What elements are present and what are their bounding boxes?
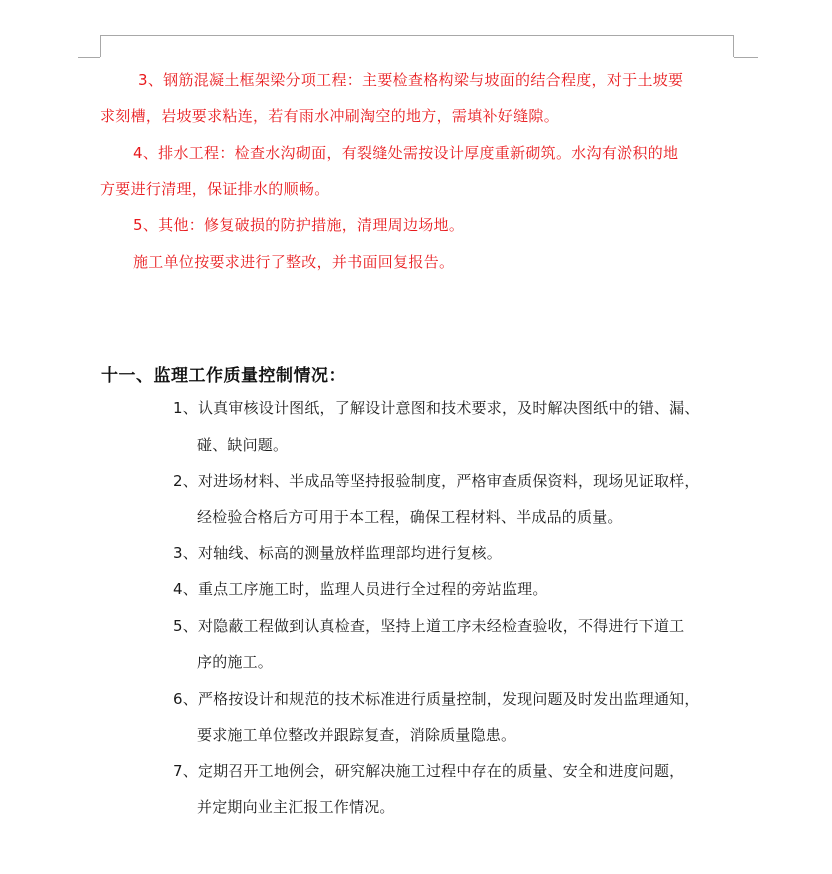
section-heading: 十一、监理工作质量控制情况： xyxy=(101,366,346,386)
list-item-2-line-2: 经检验合格后方可用于本工程，确保工程材料、半成品的质量。 xyxy=(197,508,623,526)
crop-mark-left-horizontal xyxy=(78,57,100,58)
paragraph-5-line-1: 5、其他：修复破损的防护措施，清理周边场地。 xyxy=(133,216,465,234)
list-item-3-line-1: 3、对轴线、标高的测量放样监理部均进行复核。 xyxy=(173,544,502,562)
list-item-6-line-1: 6、严格按设计和规范的技术标准进行质量控制，发现问题及时发出监理通知， xyxy=(173,690,700,708)
paragraph-rectification-report: 施工单位按要求进行了整改，并书面回复报告。 xyxy=(133,253,455,271)
list-item-1-line-1: 1、认真审核设计图纸，了解设计意图和技术要求，及时解决图纸中的错、漏、 xyxy=(173,399,700,417)
crop-mark-right-horizontal xyxy=(734,57,758,58)
list-item-5-line-1: 5、对隐蔽工程做到认真检查，坚持上道工序未经检查验收，不得进行下道工 xyxy=(173,617,685,635)
paragraph-3-line-2: 求刻槽，岩坡要求粘连，若有雨水冲刷淘空的地方，需填补好缝隙。 xyxy=(100,107,560,125)
paragraph-4-line-2: 方要进行清理，保证排水的顺畅。 xyxy=(100,180,330,198)
list-item-5-line-2: 序的施工。 xyxy=(197,653,274,671)
list-item-7-line-1: 7、定期召开工地例会，研究解决施工过程中存在的质量、安全和进度问题， xyxy=(173,762,685,780)
list-item-1-line-2: 碰、缺问题。 xyxy=(197,436,289,454)
list-item-2-line-1: 2、对进场材料、半成品等坚持报验制度，严格审查质保资料，现场见证取样， xyxy=(173,472,700,490)
crop-mark-left xyxy=(100,35,101,57)
paragraph-4-line-1: 4、排水工程：检查水沟砌面，有裂缝处需按设计厚度重新砌筑。水沟有淤积的地 xyxy=(133,144,679,162)
header-margin-line xyxy=(100,35,734,36)
list-item-4-line-1: 4、重点工序施工时，监理人员进行全过程的旁站监理。 xyxy=(173,580,548,598)
list-item-6-line-2: 要求施工单位整改并跟踪复查，消除质量隐患。 xyxy=(197,726,517,744)
paragraph-3-line-1: 3、钢筋混凝土框架梁分项工程：主要检查格构梁与坡面的结合程度，对于土坡要 xyxy=(138,71,684,89)
crop-mark-right xyxy=(733,35,734,57)
list-item-7-line-2: 并定期向业主汇报工作情况。 xyxy=(197,798,395,816)
